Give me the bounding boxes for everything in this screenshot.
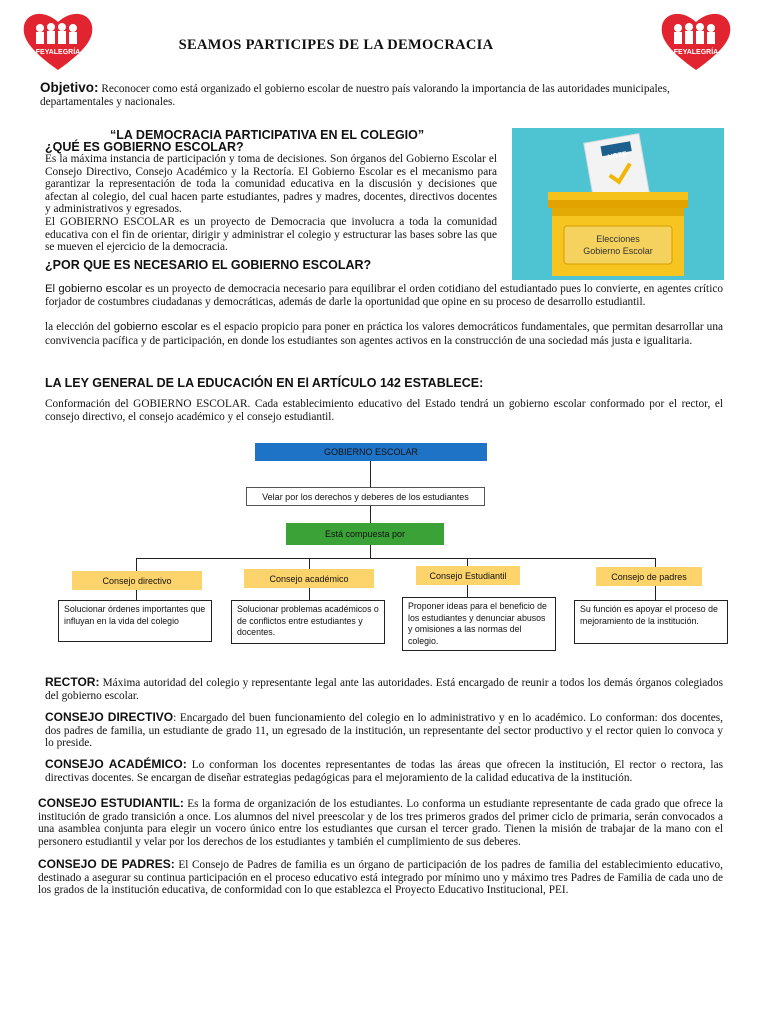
connector (467, 585, 468, 597)
org-body-box: Consejo Estudiantil (416, 566, 520, 585)
org-top-box: GOBIERNO ESCOLAR (255, 443, 487, 461)
ballot-box-image (512, 128, 724, 280)
definition-label: CONSEJO DE PADRES: (38, 857, 175, 871)
definition-text: Es la forma de organización de los estudiantes. Lo conforma un estudiante representante de cada grado que ofrece la institución de grado transición a once. Los alumnos del nivel preescolar y de los tres primeros grados del primer ciclo de primaria, serán convocados a una asamblea conjunta para elegir un vocero único entre los estudiantes que cursan el tercer grado. Tienen la misión de trabajar de la mano con el personero estudiantil y velar por los derechos de los estudiantes y también el cumplimiento de sus deberes. (38, 798, 723, 848)
logo-text: FEYALEGRÍA (673, 49, 719, 56)
section3-text: Conformación del GOBIERNO ESCOLAR. Cada establecimiento educativo del Estado tendrá un gobierno escolar conformado por el rector, el consejo directivo, el consejo académico y el consejo estudiantil. (45, 398, 723, 423)
ballot-box-text-1: Elecciones (596, 234, 640, 244)
section3-heading: LA LEY GENERAL DE LA EDUCACIÓN EN El ARTÍCULO 142 ESTABLECE: (45, 376, 484, 390)
connector (370, 545, 371, 558)
connector (467, 558, 468, 566)
connector (309, 558, 310, 569)
section1-heading: “LA DEMOCRACIA PARTICIPATIVA EN EL COLEGIO” (110, 128, 425, 142)
org-body-box: Consejo directivo (72, 571, 202, 590)
section2-question: ¿POR QUE ES NECESARIO EL GOBIERNO ESCOLAR? (45, 258, 372, 272)
section2-text2: es el espacio propicio para poner en práctica los valores democráticos fundamentales, que permitan desarrollar una convivencia pacífica y de participación, en donde los estudiantes son agentes activos en la construcción de una sociedad más justa e igualitaria. (45, 321, 723, 347)
page-title: SEAMOS PARTICIPES DE LA DEMOCRACIA (178, 37, 494, 53)
objective-label: Objetivo: (40, 80, 99, 95)
definition-consejo-estudiantil (38, 797, 723, 848)
definition-label: CONSEJO DIRECTIVO (45, 710, 174, 724)
connector (136, 558, 656, 559)
definition-consejo-academico (45, 758, 723, 784)
connector (370, 461, 371, 487)
org-body-box: Consejo académico (244, 569, 374, 588)
connector (136, 590, 137, 600)
definition-label: CONSEJO ESTUDIANTIL: (38, 796, 184, 810)
definition-consejo-padres (38, 858, 723, 897)
definition-consejo-directivo (45, 711, 723, 750)
definition-text: El Consejo de Padres de familia es un órgano de participación de los padres de familia del establecimiento educativo, destinado a asegurar su continua participación en el proceso educativo está integrado por mínimo uno y máximo tres Padres de Familia de cada uno de los grados de la institución educativa, de conformidad con lo que establezca el Proyecto Educativo Institucional, PEI. (38, 859, 723, 897)
definition-text: Lo conforman los docentes representantes de todas las áreas que ofrecen la institución, El rector o rectora, las directivas docentes. Se encargan de diseñar estrategias pedagógicas para el mejoramiento de la calidad educativa de la institución. (45, 759, 723, 784)
definition-label: CONSEJO ACADÉMICO: (45, 757, 187, 771)
section1-question: ¿QUÉ ES GOBIERNO ESCOLAR? (45, 140, 244, 154)
section1-para1: Es la máxima instancia de participación y toma de decisiones. Son órganos del Gobierno Escolar el Consejo Directivo, Consejo Académico y la Rectoría. El Gobierno Escolar es el mecanismo para garantizar la representación de toda la comunidad educativa en la discusión y decisiones que afectan al colegio, del cual hacen parte estudiantes, padres y madres, docentes, directivos docentes y administrativos y egresados. (45, 153, 497, 216)
section2-pre2: la elección del (45, 321, 114, 333)
logo-text: FEYALEGRÍA (35, 49, 81, 56)
org-purpose-box: Velar por los derechos y deberes de los estudiantes (246, 487, 485, 506)
connector (136, 558, 137, 571)
objective-text: Reconocer como está organizado el gobierno escolar de nuestro país valorando la importancia de las autoridades municipales, departamentales y nacionales. (40, 83, 670, 108)
org-body-box: Consejo de padres (596, 567, 702, 586)
connector (370, 506, 371, 523)
connector (655, 558, 656, 567)
org-composed-box: Está compuesta por (286, 523, 444, 545)
definition-rector (45, 676, 723, 702)
definition-text: Máxima autoridad del colegio y representante legal ante las autoridades. Está encargado de reunir a todos los demás órganos colegiados del gobierno escolar. (45, 677, 723, 702)
vote-label: VOTE (607, 151, 628, 162)
definition-text: : Encargado del buen funcionamiento del colegio en lo administrativo y en lo académico. Lo conforman: dos docentes, dos padres de familia, un estudiante de grado 11, un egresado de la institución, un representante del sector productivo y el rector quien lo convoca y lo preside. (45, 712, 723, 750)
section2-para1 (45, 283, 723, 308)
section1-para2: El GOBIERNO ESCOLAR es un proyecto de Democracia que involucra a toda la comunidad educativa con el fin de orientar, dirigir y administrar el colegio y estructurar las bases sobre las que se mueven el ejercicio de la democracia. (45, 216, 497, 254)
org-body-desc: Proponer ideas para el beneficio de los estudiantes y denunciar abusos y omisiones a las normas del colegio. (402, 597, 556, 651)
section2-text1: es un proyecto de democracia necesario para equilibrar el orden cotidiano del estudiantado pues lo convierte, en agentes crítico forjador de costumbres ciudadanas y democráticas, además de darle la oportunidad que opine en su proceso de desarrollo estudiantil. (45, 283, 723, 308)
connector (655, 586, 656, 600)
section2-term1: El gobierno escolar (45, 283, 143, 295)
section2-term2: gobierno escolar (113, 321, 198, 333)
definition-label: RECTOR: (45, 675, 100, 689)
ballot-box-text-2: Gobierno Escolar (583, 246, 653, 256)
org-body-desc: Solucionar problemas académicos o de conflictos entre estudiantes y docentes. (231, 600, 385, 644)
connector (309, 588, 310, 600)
objective (40, 82, 720, 108)
section2-para2 (45, 320, 723, 348)
org-body-desc: Solucionar órdenes importantes que influyan en la vida del colegio (58, 600, 212, 642)
org-body-desc: Su función es apoyar el proceso de mejoramiento de la institución. (574, 600, 728, 644)
